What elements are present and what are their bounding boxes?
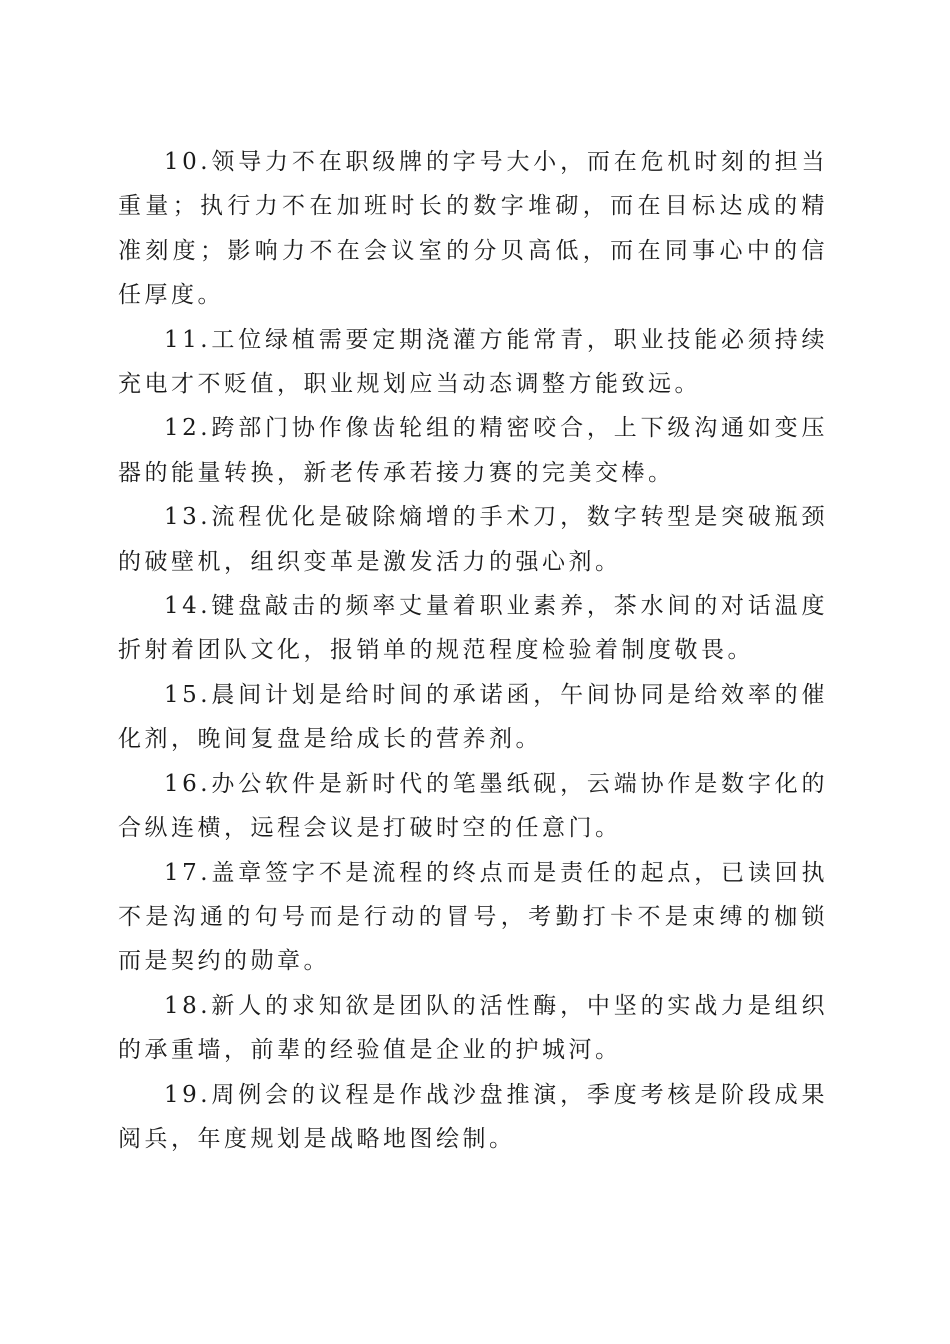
- paragraph-10: 10.领导力不在职级牌的字号大小，而在危机时刻的担当重量；执行力不在加班时长的数字堆砌，而在目标达成的精准刻度；影响力不在会议室的分贝高低，而在同事心中的信任厚度。: [118, 149, 828, 309]
- paragraph-19: 19.周例会的议程是作战沙盘推演，季度考核是阶段成果阅兵，年度规划是战略地图绘制。: [118, 1081, 828, 1152]
- paragraph-15: 15.晨间计划是给时间的承诺函，午间协同是给效率的催化剂，晚间复盘是给成长的营养剂。: [118, 681, 828, 753]
- paragraph-12: 12.跨部门协作像齿轮组的精密咬合，上下级沟通如变压器的能量转换，新老传承若接力赛的完美交棒。: [118, 415, 828, 486]
- paragraph-13: 13.流程优化是破除熵增的手术刀，数字转型是突破瓶颈的破壁机，组织变革是激发活力的强心剂。: [118, 504, 828, 575]
- paragraph-14: 14.键盘敲击的频率丈量着职业素养，茶水间的对话温度折射着团队文化，报销单的规范程度检验着制度敬畏。: [118, 593, 828, 664]
- paragraph-17: 17.盖章签字不是流程的终点而是责任的起点，已读回执不是沟通的句号而是行动的冒号，考勤打卡不是束缚的枷锁而是契约的勋章。: [118, 859, 828, 975]
- paragraph-16: 16.办公软件是新时代的笔墨纸砚，云端协作是数字化的合纵连横，远程会议是打破时空的任意门。: [118, 770, 828, 842]
- paragraph-11: 11.工位绿植需要定期浇灌方能常青，职业技能必须持续充电才不贬值，职业规划应当动态调整方能致远。: [118, 326, 828, 398]
- document-body: [118, 140, 828, 1161]
- paragraph-18: 18.新人的求知欲是团队的活性酶，中坚的实战力是组织的承重墙，前辈的经验值是企业的护城河。: [118, 992, 828, 1064]
